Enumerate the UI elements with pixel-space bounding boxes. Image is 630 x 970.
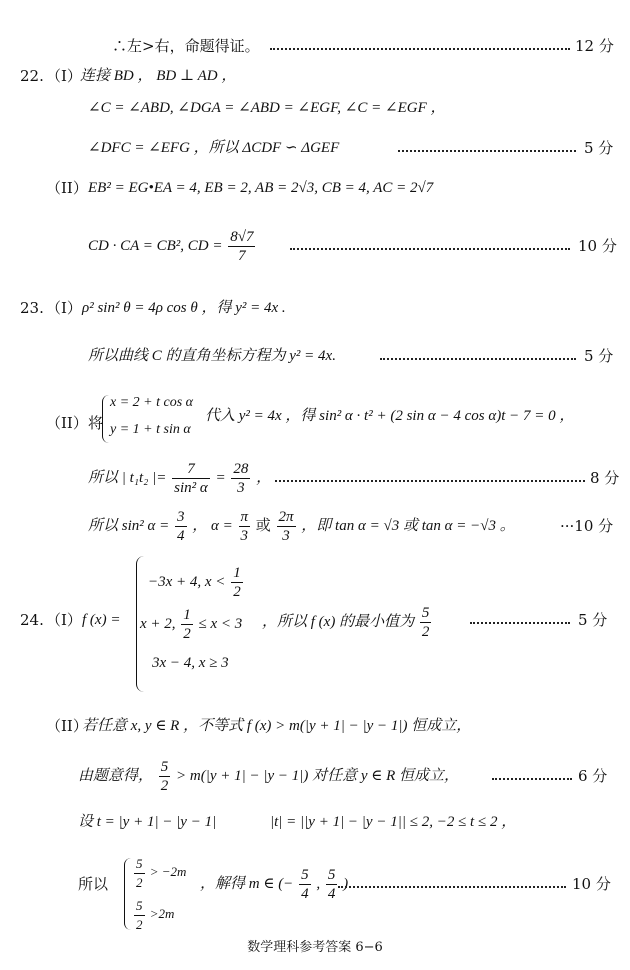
solution-interval: ，解得 m ∈ (− $\frac{5}{4}$ , $\frac{5}{4}$ ) — [200, 867, 349, 903]
dot-leader — [270, 46, 570, 50]
q22-eq1: ∠C = ∠ABD, ∠DGA = ∠ABD = ∠EGF, ∠C = ∠EGF ， — [88, 100, 446, 116]
question-number-23: 23. — [20, 299, 44, 317]
fraction: $\frac{5}{2}$ — [136, 897, 143, 932]
q22-part2-eq: EB² = EG•EA = 4, EB = 2, AB = 2√3, CB = 4, AC = 2√7 — [88, 180, 434, 196]
fraction: $\frac{5}{2}$ — [160, 759, 169, 795]
page-footer: 数学理科参考答案 6−6 — [247, 940, 383, 955]
system-eq2: y = 1 + t sin α — [110, 422, 191, 437]
part-label: （II） — [46, 179, 88, 197]
dot-leader — [275, 478, 585, 482]
fraction: $\frac{2\pi}{3}$ — [278, 509, 294, 545]
minimum-value-line: ，所以 f (x) 的最小值为 $\frac{5}{2}$ — [262, 605, 430, 641]
score-10: 10 分 — [572, 875, 611, 893]
fraction: $\frac{5}{2}$ — [421, 605, 430, 641]
q24-condition: 由题意得， $\frac{5}{2}$ > m(|y + 1| − |y − 1|) 对任意 y ∈ R 恒成立， — [78, 759, 460, 795]
score-10: 10 分 — [578, 237, 617, 255]
question-number-22: 22. — [20, 67, 44, 85]
dot-leader — [380, 356, 576, 360]
score-5: 5 分 — [584, 347, 614, 365]
q23-angle-line: 所以 sin² α = $\frac{3}{4}$ ， α = $\frac{\pi}{3}$ 或 $\frac{2\pi}{3}$ ，即 tan α = √3 或 tan α = −√3 。 — [88, 509, 515, 545]
conclusion-line: ∴左>右，命题得证。 — [112, 37, 260, 55]
q22-part2-eq2 — [88, 226, 257, 266]
q22-eq2: ∠DFC = ∠EFG ，所以 ΔCDF ∽ ΔGEF — [88, 140, 340, 156]
q23-text: 所以曲线 C 的直角坐标方程为 y² = 4x. — [88, 348, 336, 364]
dot-leader — [492, 776, 572, 780]
part-label: （II） — [46, 717, 88, 735]
system-eq1: x = 2 + t cos α — [110, 395, 194, 410]
part-label: （I） — [46, 67, 82, 85]
case-1: −3x + 4, x < $\frac{1}{2}$ — [148, 565, 241, 601]
case-2: x + 2, $\frac{1}{2}$ ≤ x < 3 — [140, 607, 243, 643]
score-12: 12 分 — [575, 37, 614, 55]
fraction: $\frac{7}{\text{sin² α}}$ — [174, 461, 208, 497]
case-3: 3x − 4, x ≥ 3 — [152, 655, 229, 671]
fraction: $\frac{1}{2}$ — [233, 565, 241, 601]
fraction: $\frac{5}{4}$ — [327, 867, 336, 903]
q22-eq2-left: CD · CA = CB², CD = — [88, 238, 223, 254]
q23-eq: ρ² sin² θ = 4ρ cos θ ，得 y² = 4x . — [82, 300, 286, 316]
dot-leader — [398, 148, 576, 152]
score-8: 8 分 — [590, 469, 620, 487]
part-label: （I） — [46, 299, 82, 317]
fraction: $\frac{5}{2}$ — [136, 855, 143, 890]
q24-substitution: 设 t = |y + 1| − |y − 1| — [78, 814, 217, 830]
dot-leader — [290, 246, 570, 250]
system-ineq1: $\frac{5}{2}$ > −2m — [136, 855, 187, 890]
fraction: $\frac{\pi}{3}$ — [240, 509, 249, 545]
fraction: $\frac{3}{4}$ — [177, 509, 185, 545]
q22-step1: 连接 BD ， BD ⊥ AD ， — [80, 68, 237, 84]
fraction: $\frac{28}{3}$ — [233, 461, 249, 497]
fraction: $\frac{8√7}{7}$ — [230, 229, 254, 265]
q23-substitution: 代入 y² = 4x ，得 sin² α · t² + (2 sin α − 4 cos α)t − 7 = 0 ， — [205, 408, 575, 424]
fraction: $\frac{5}{4}$ — [301, 867, 309, 903]
system-brace — [102, 395, 109, 443]
score-10: ···10 分 — [560, 517, 614, 535]
q24-inequality: 若任意 x, y ∈ R ，不等式 f (x) > m(|y + 1| − |y − 1|) 恒成立， — [82, 718, 472, 734]
dot-leader — [338, 884, 566, 888]
fraction: $\frac{1}{2}$ — [183, 607, 191, 643]
part-label: （II）将 — [46, 414, 103, 432]
system-ineq2: $\frac{5}{2}$ >2m — [136, 897, 175, 932]
dot-leader — [470, 620, 570, 624]
score-5: 5 分 — [578, 611, 608, 629]
question-number-24: 24. — [20, 611, 44, 629]
function-label: f (x) = — [82, 612, 121, 628]
system-brace — [124, 858, 131, 930]
part-label: （I） — [46, 611, 82, 629]
score-5: 5 分 — [584, 139, 614, 157]
therefore-label: 所以 — [78, 875, 109, 893]
q23-product-line: 所以 | t₁t₂ |= $\frac{7}{\text{sin² α}}$ = $\frac{28}{3}$ ， — [88, 461, 272, 497]
score-6: 6 分 — [578, 767, 608, 785]
q24-bound: |t| = ||y + 1| − |y − 1|| ≤ 2, −2 ≤ t ≤ 2 ， — [270, 814, 517, 830]
